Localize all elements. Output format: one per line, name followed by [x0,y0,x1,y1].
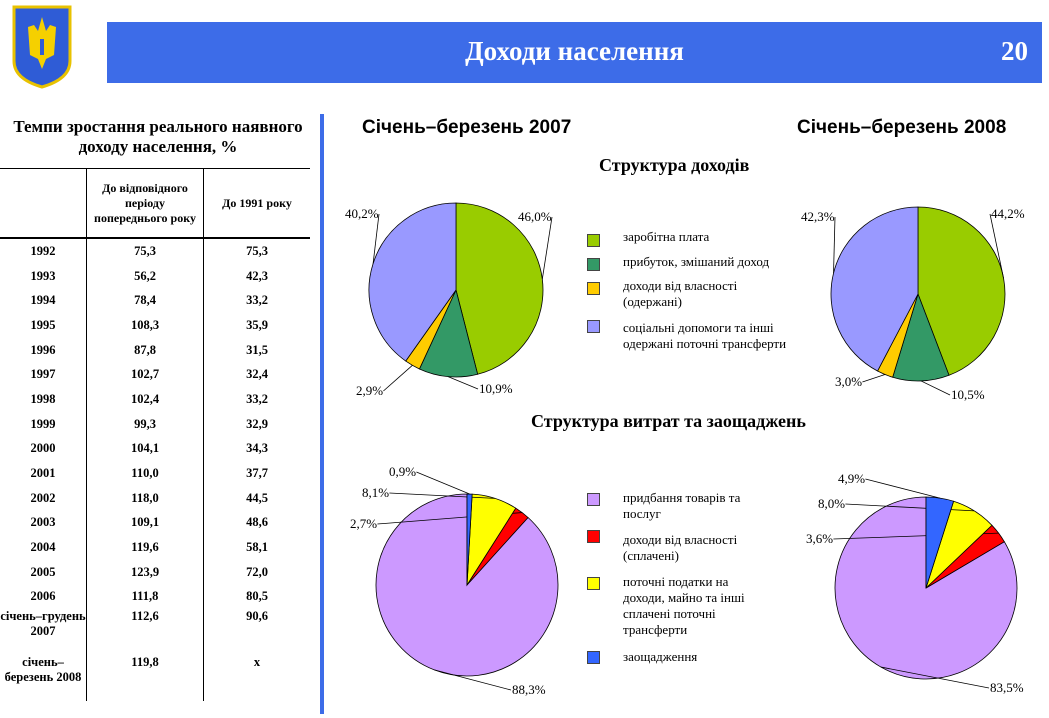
data-label-taxes: 8,0% [818,496,846,511]
leader-line [865,479,940,498]
prev-cell: 87,8 [87,338,204,363]
leader-line [834,217,835,273]
period-2008-title: Січень–березень 2008 [797,117,1007,138]
prev-cell: 118,0 [87,486,204,511]
prev-cell: 110,0 [87,461,204,486]
prev-cell: 112,6 [87,609,204,655]
legend-label-social: соціальні допомоги та інші одержані поточні трансферти [623,320,787,351]
legend-swatch-taxes [587,577,600,590]
data-label-property-paid: 3,6% [806,531,834,546]
prev-cell: 111,8 [87,585,204,610]
leader-line [448,377,478,389]
pie-expense-2008 [806,471,1024,695]
table-title: Темпи зростання реального наявного доходу населення, % [13,117,303,156]
year-cell: 2000 [0,437,87,462]
legend-label-goods: придбання товарів та послуг [623,490,741,521]
year-cell: 2002 [0,486,87,511]
base-cell: 33,2 [246,293,268,308]
prev-cell: 99,3 [87,412,204,437]
legend-label-wage: заробітна плата [623,229,710,244]
data-label-taxes: 8,1% [362,485,390,500]
base-cell: 32,4 [246,367,268,382]
pie-income-2008 [801,206,1025,402]
year-cell: 2003 [0,511,87,536]
year-cell: січень–березень 2008 [0,655,87,701]
base-cell: 72,0 [246,564,268,579]
data-label-profit: 10,5% [951,387,985,402]
data-label-goods: 83,5% [990,680,1024,695]
year-cell: 1994 [0,288,87,313]
data-label-social: 42,3% [801,209,835,224]
year-cell: 1997 [0,362,87,387]
legend-swatch-property-income [587,282,600,295]
year-cell: 1995 [0,313,87,338]
year-cell: 1999 [0,412,87,437]
legend-label-profit: прибуток, змішаний доход [623,254,770,269]
leader-line [862,374,885,382]
data-label-property-paid: 2,7% [350,516,378,531]
income-structure-title: Структура доходів [599,155,750,175]
base-cell: 48,6 [246,515,268,530]
year-cell: 1998 [0,387,87,412]
year-cell: 2004 [0,535,87,560]
prev-cell: 108,3 [87,313,204,338]
expense-structure-title: Структура витрат та заощаджень [531,411,806,431]
prev-cell: 119,6 [87,535,204,560]
year-cell: 1992 [0,238,87,264]
leader-line [542,217,552,279]
base-cell: 58,1 [246,540,268,555]
prev-cell: 102,7 [87,362,204,387]
legend-label-property-income: доходи від власності (одержані) [623,278,738,309]
base-cell: 31,5 [246,342,268,357]
data-label-savings: 4,9% [838,471,866,486]
base-cell: 80,5 [246,589,268,604]
data-label-wage: 46,0% [518,209,552,224]
legend-swatch-goods [587,493,600,506]
year-cell: 2006 [0,585,87,610]
base-cell: 75,3 [246,243,268,258]
leader-line [921,381,950,395]
data-label-savings: 0,9% [389,464,417,479]
base-cell: 32,9 [246,416,268,431]
prev-cell: 75,3 [87,238,204,264]
period-2007-title: Січень–березень 2007 [362,117,572,138]
legend-label-taxes: поточні податки на доходи, майно та інші сплачені поточні трансферти [623,574,745,637]
prev-cell: 102,4 [87,387,204,412]
prev-cell: 109,1 [87,511,204,536]
page-title: Доходи населення [465,36,684,66]
year-cell: 2005 [0,560,87,585]
year-cell: січень–грудень 2007 [0,609,87,655]
prev-cell: 119,8 [87,655,204,701]
data-label-property-income: 2,9% [356,383,384,398]
leader-line [416,472,469,494]
prev-cell: 104,1 [87,437,204,462]
prev-cell: 56,2 [87,264,204,289]
base-cell: 37,7 [246,466,268,481]
pie-expense-2007 [350,464,558,697]
legend-swatch-property-paid [587,530,600,543]
pie-income-2007 [345,203,552,398]
legend-swatch-social [587,320,600,333]
base-cell: 44,5 [246,490,268,505]
legend-swatch-profit [587,258,600,271]
legend-swatch-wage [587,234,600,247]
data-label-goods: 88,3% [512,682,546,697]
base-cell: 42,3 [246,268,268,283]
data-label-profit: 10,9% [479,381,513,396]
legend-label-savings: заощадження [623,649,698,664]
prev-period-column-header: До відповідного періоду попереднього року [87,169,204,239]
leader-line [383,365,412,391]
year-cell: 1993 [0,264,87,289]
year-cell: 2001 [0,461,87,486]
page-number: 20 [1001,36,1028,66]
legend-swatch-savings [587,651,600,664]
year-cell: 1996 [0,338,87,363]
base-cell: 34,3 [246,441,268,456]
data-label-social: 40,2% [345,206,379,221]
base-cell: 33,2 [246,391,268,406]
legend-label-property-paid: доходи від власності (сплачені) [623,532,738,563]
base-1991-column-header: До 1991 року [222,195,292,210]
base-cell: 90,6 [246,609,268,624]
prev-cell: 123,9 [87,560,204,585]
base-cell: х [253,655,261,670]
prev-cell: 78,4 [87,288,204,313]
data-label-property-income: 3,0% [835,374,863,389]
base-cell: 35,9 [246,317,268,332]
data-label-wage: 44,2% [991,206,1025,221]
